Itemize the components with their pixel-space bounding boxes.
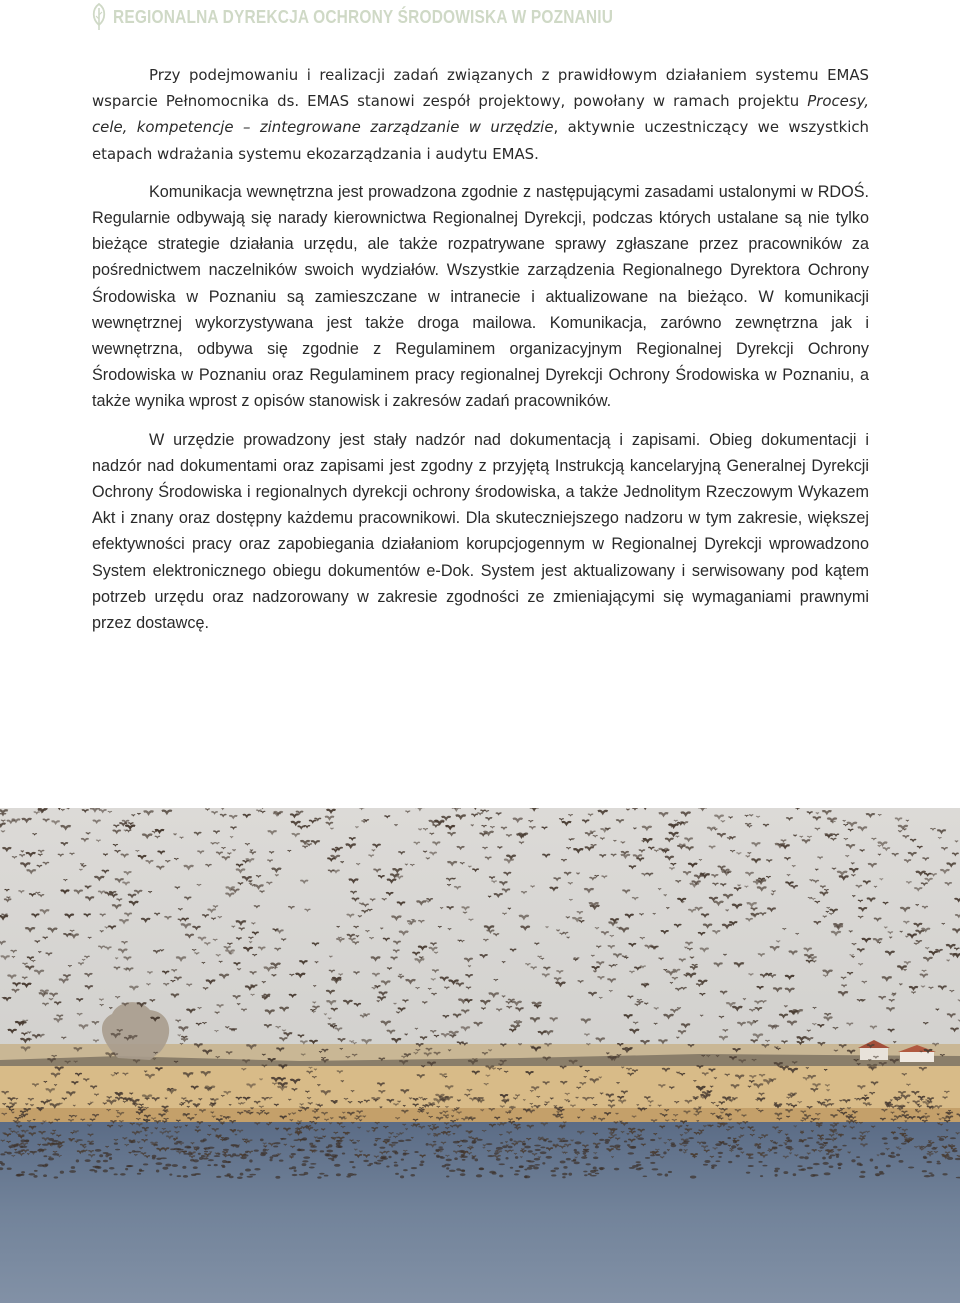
document-body	[92, 62, 869, 636]
leaf-icon	[90, 3, 108, 31]
birds-photo	[0, 808, 960, 1303]
paragraph-internal-communication: Komunikacja wewnętrzna jest prowadzona zgodnie z następującymi zasadami ustalonymi w RDOŚ. Regularnie odbywają się narady kierownictwa Regionalnej Dyrekcji, podczas których ustalane są nie tylko bieżące strategie działania urzędu, ale także rozpatrywane sprawy zgłaszane przez pracowników za pośrednictwem naczelników swoich wydziałów. Wszystkie zarządzenia Regionalnego Dyrektora Ochrony Środowiska w Poznaniu są zamieszczane w intranecie i aktualizowane na bieżąco. W komunikacji wewnętrznej wykorzystywana jest także droga mailowa. Komunikacja, zarówno zewnętrzna jak i wewnętrzna, odbywa się zgodnie z Regulaminem organizacyjnym Regionalnej Dyrekcji Ochrony Środowiska w Poznaniu oraz Regulaminem pracy regionalnej Dyrekcji Ochrony Środowiska w Poznaniu, a także wynika wprost z opisów stanowisk i zakresów zadań pracowników.	[92, 182, 869, 411]
paragraph-text: , aktywnie uczestniczący we wszystkich etapach wdrażania systemu ekozarządzania i audytu EMAS.	[92, 118, 869, 163]
page-header	[90, 2, 695, 32]
paragraph-document-supervision: W urzędzie prowadzony jest stały nadzór nad dokumentacją i zapisami. Obieg dokumentacji i nadzór nad dokumentami oraz zapisami jest zgodny z przyjętą Instrukcją kancelaryjną Generalnej Dyrekcji Ochrony Środowiska i regionalnych dyrekcji ochrony środowiska, a także Jednolitym Rzeczowym Wykazem Akt i znany oraz dostępny każdemu pracownikowi. Dla skuteczniejszego nadzoru w tym zakresie, większej efektywności pracy oraz zapobiegania działaniom korupcjogennym w Regionalnej Dyrekcji wprowadzono System elektronicznego obiegu dokumentów e-Dok. System jest aktualizowany i serwisowany pod kątem potrzeb urzędu oraz nadzorowany w zakresie zgodności ze zmieniającymi się wymaganiami prawnymi przez dostawcę.	[92, 430, 869, 633]
project-name: Procesy, cele, kompetencje – zintegrowane zarządzanie w urzędzie	[92, 92, 869, 137]
paragraph-emas-team	[92, 62, 869, 167]
lake	[0, 1122, 960, 1303]
header-title: REGIONALNA DYREKCJA OCHRONY ŚRODOWISKA W POZNANIU	[113, 6, 614, 27]
birds-photo-canvas	[0, 808, 960, 1303]
paragraph-text: Przy podejmowaniu i realizacji zadań związanych z prawidłowym działaniem systemu EMAS wsparcie Pełnomocnika ds. EMAS stanowi zespół projektowy, powołany w ramach projektu	[92, 66, 869, 111]
